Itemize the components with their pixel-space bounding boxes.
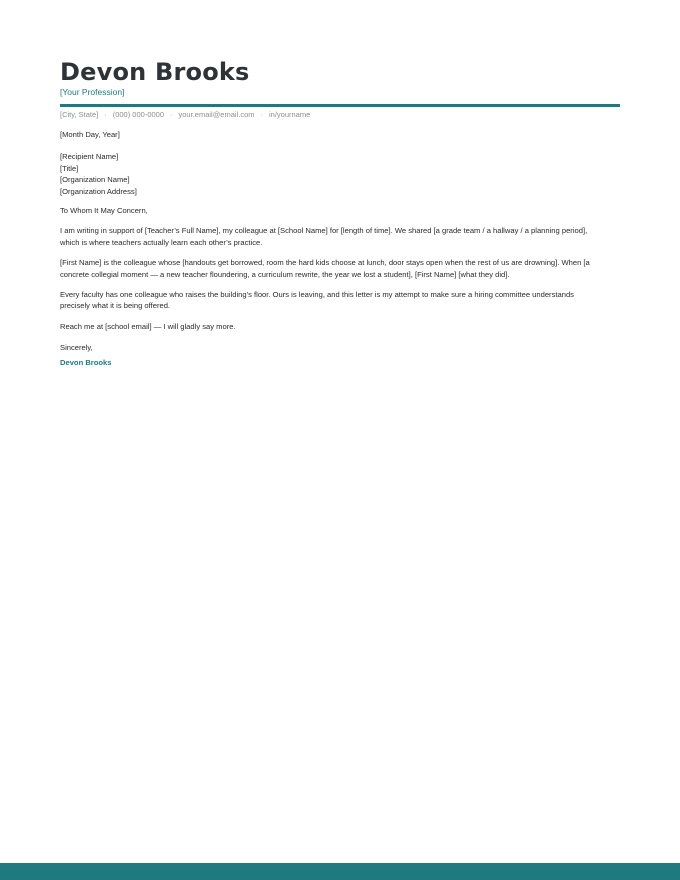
contact-separator: · [170,110,173,119]
letter-greeting: To Whom It May Concern, [60,206,148,216]
recipient-title: [Title] [60,163,79,173]
letter-paragraph: [First Name] is the colleague whose [handouts get borrowed, room the hard kids choose at lunch, door stays open when the rest of us are drowning]. When [a concrete collegial moment — a new teacher floundering, a curriculum rewrite, the year we lost a student], [First Name] [what they did]. [60,258,590,279]
recipient-name: [Recipient Name] [60,152,119,162]
sender-profession: [Your Profession] [60,87,125,97]
letter-body [60,129,605,368]
contact-location: [City, State] [60,110,99,119]
recipient-organization: [Organization Name] [60,175,130,185]
letter-closing: Sincerely, [60,343,93,353]
letter-paragraph: I am writing in support of [Teacher’s Full Name], my colleague at [School Name] for [length of time]. We shared [a grade team / a hallway / a planning period], which is where teachers actually learn each other’s practice. [60,226,588,247]
contact-phone: (000) 000-0000 [112,110,165,119]
contact-email: your.email@email.com [178,110,255,119]
letter-date: [Month Day, Year] [60,130,120,139]
header-divider [60,104,620,107]
contact-separator: · [104,110,107,119]
letter-signature: Devon Brooks [60,357,112,367]
contact-line [60,110,310,119]
recipient-address: [Organization Address] [60,186,137,196]
letter-paragraph: Reach me at [school email] — I will gladly say more. [60,321,236,331]
recipient-block [60,151,605,197]
contact-separator: · [260,110,263,119]
footer-bar [0,863,680,880]
letter-paragraph: Every faculty has one colleague who raises the building’s floor. Ours is leaving, and this letter is my attempt to make sure a hiring committee understands precisely what it is being offered. [60,290,574,311]
sender-name: Devon Brooks [60,58,250,86]
contact-linkedin: in/yourname [269,110,311,119]
